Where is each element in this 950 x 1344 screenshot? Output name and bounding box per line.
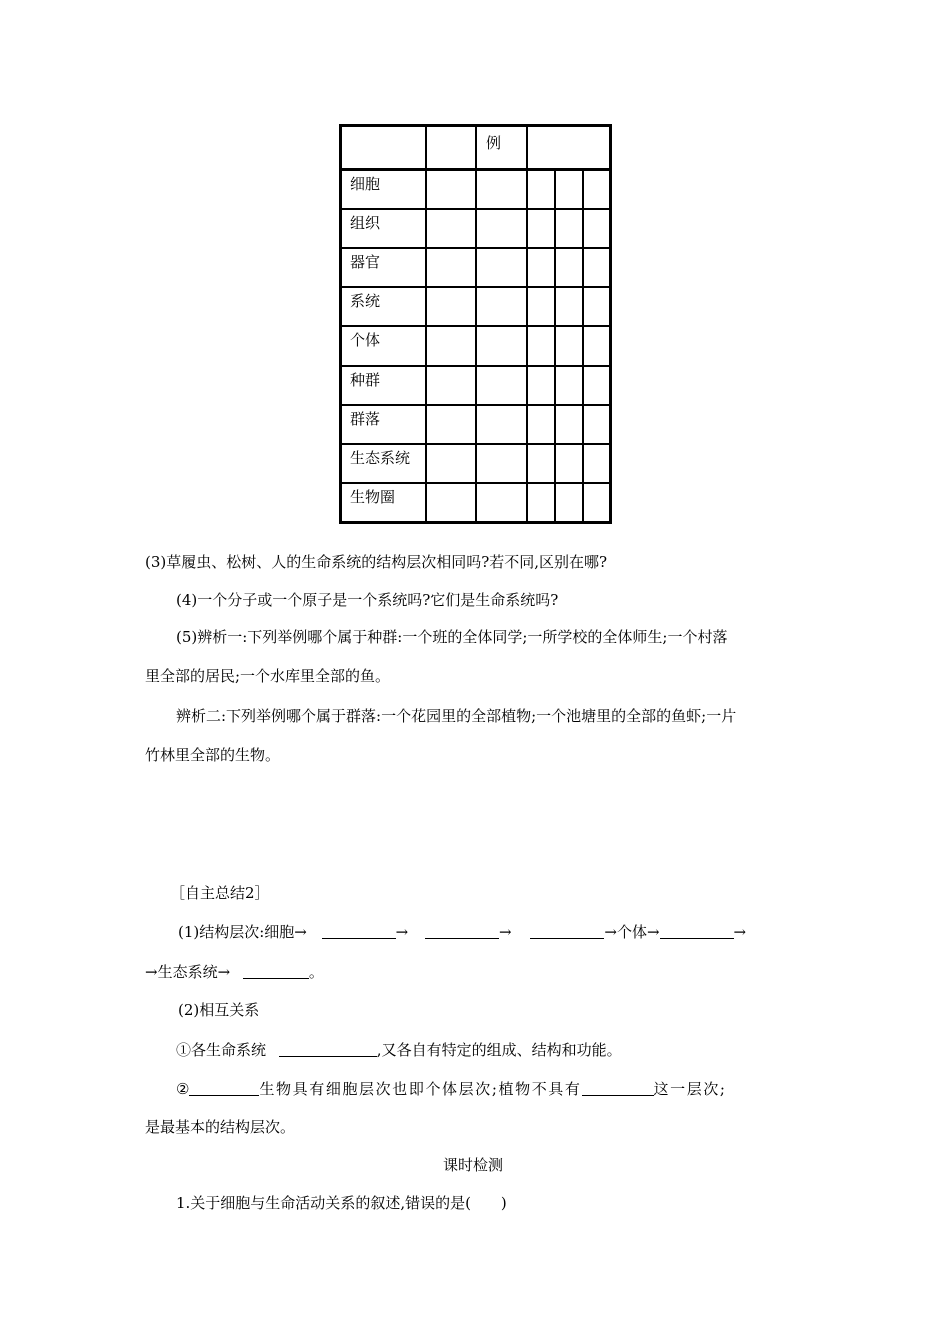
summary-individual: →个体→	[604, 923, 660, 941]
summary-relation-a	[176, 1042, 622, 1058]
blank-organ[interactable]	[425, 924, 499, 939]
exercise-1: 1.关于细胞与生命活动关系的叙述,错误的是( )	[176, 1194, 507, 1212]
arrow-3: →	[733, 923, 747, 941]
relation-b-mid: 生物具有细胞层次也即个体层次;植物不具有	[259, 1080, 582, 1098]
summary-relation-b	[176, 1081, 727, 1097]
table-row-divider	[342, 208, 609, 210]
blank-population-community[interactable]	[660, 924, 734, 939]
relation-b-prefix: ②	[176, 1080, 190, 1098]
table-row-divider	[342, 404, 609, 406]
table-row-divider	[342, 247, 609, 249]
summary-structure-line-2	[145, 964, 324, 980]
blank-biosphere[interactable]	[243, 964, 309, 979]
question-6-line-1: 辨析二:下列举例哪个属于群落:一个花园里的全部植物;一个池塘里的全部的鱼虾;一片	[176, 707, 737, 725]
arrow-1: →	[395, 923, 409, 941]
row-label-system: 系统	[350, 292, 381, 310]
summary-structure-levels	[178, 924, 746, 940]
section-title: 课时检测	[443, 1156, 504, 1174]
structure-levels-table	[339, 124, 612, 524]
relation-a-suffix: ,又各自有特定的组成、结构和功能。	[376, 1041, 622, 1059]
blank-tissue[interactable]	[322, 924, 396, 939]
table-col-divider	[425, 127, 427, 521]
question-4: (4)一个分子或一个原子是一个系统吗?它们是生命系统吗?	[176, 591, 559, 609]
table-row-divider	[342, 286, 609, 288]
table-col-divider	[475, 127, 477, 521]
table-col-divider	[526, 127, 528, 521]
row-label-cell: 细胞	[350, 175, 381, 193]
row-label-community: 群落	[350, 410, 381, 428]
table-header-example: 例	[486, 134, 502, 152]
table-row-divider	[342, 443, 609, 445]
table-col-divider	[582, 170, 584, 521]
row-label-individual: 个体	[350, 331, 381, 349]
table-row-divider	[342, 325, 609, 327]
row-label-tissue: 组织	[350, 214, 381, 232]
question-5-line-1: (5)辨析一:下列举例哪个属于种群:一个班的全体同学;一所学校的全体师生;一个村落	[176, 628, 728, 646]
relation-a-prefix: ①各生命系统	[176, 1041, 267, 1059]
table-row-divider	[342, 168, 609, 171]
summary-relations-title: (2)相互关系	[178, 1001, 260, 1019]
row-label-biosphere: 生物圈	[350, 488, 396, 506]
blank-relation[interactable]	[279, 1042, 377, 1057]
arrow-2: →	[499, 923, 512, 941]
row-label-ecosystem: 生态系统	[350, 449, 411, 467]
table-row-divider	[342, 482, 609, 484]
blank-unicellular[interactable]	[189, 1081, 259, 1096]
row-label-population: 种群	[350, 371, 381, 389]
summary-relation-b-line-2: 是最基本的结构层次。	[145, 1118, 296, 1136]
summary-title: ［自主总结2］	[170, 884, 270, 902]
table-col-divider	[554, 170, 556, 521]
row-label-organ: 器官	[350, 253, 381, 271]
summary-ecosystem-prefix: →生态系统→	[145, 963, 231, 981]
relation-b-suffix: 这一层次;	[653, 1080, 727, 1098]
blank-system[interactable]	[530, 924, 604, 939]
table-row-divider	[342, 365, 609, 367]
summary-structure-prefix: (1)结构层次:细胞→	[178, 923, 307, 941]
blank-system-level[interactable]	[582, 1081, 654, 1096]
question-3: (3)草履虫、松树、人的生命系统的结构层次相同吗?若不同,区别在哪?	[145, 553, 608, 571]
question-5-line-2: 里全部的居民;一个水库里全部的鱼。	[145, 667, 391, 685]
question-6-line-2: 竹林里全部的生物。	[145, 746, 281, 764]
summary-period: 。	[308, 963, 324, 981]
